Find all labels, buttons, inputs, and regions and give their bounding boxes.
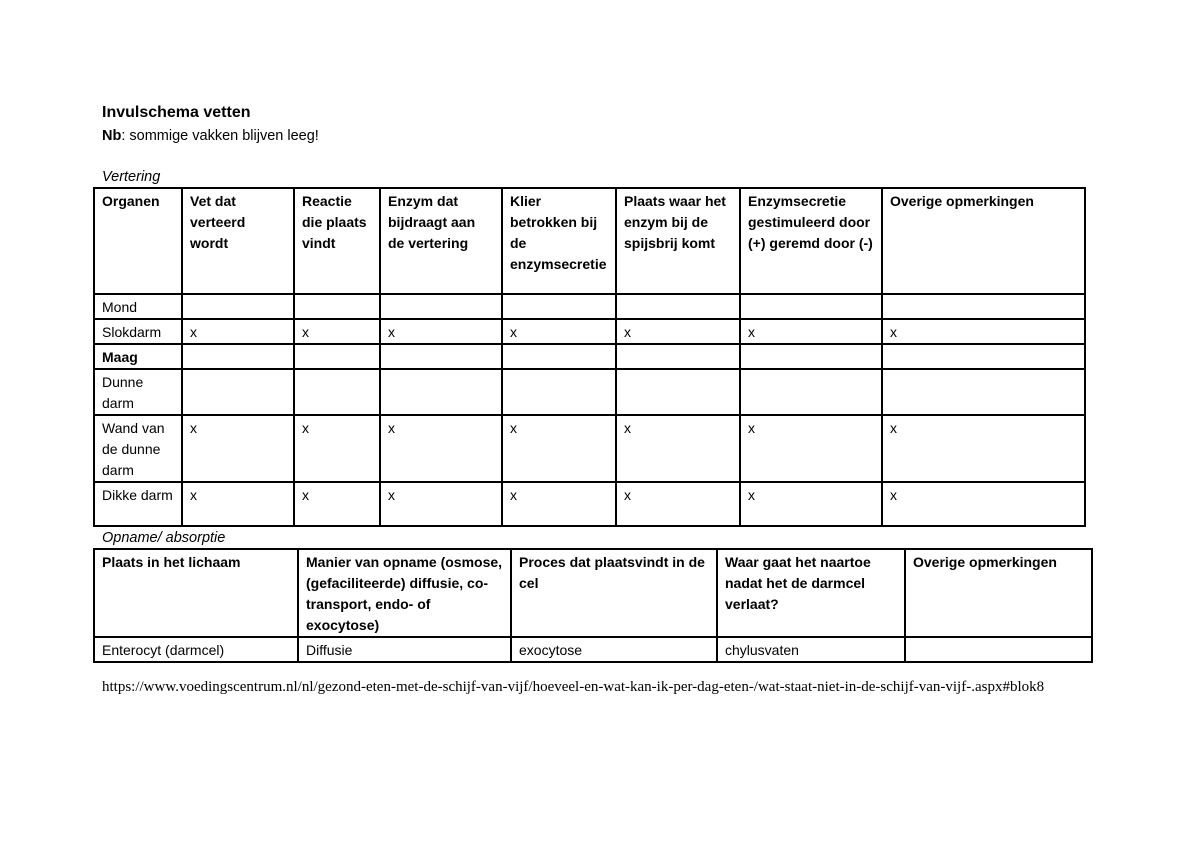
table-cell: x [882,415,1085,482]
vertering-table [93,187,1086,527]
opname-table [93,548,1093,663]
table-cell: x [616,482,740,526]
table-cell: x [616,319,740,344]
table-row [94,369,1085,415]
col-header-plaats-lichaam: Plaats in het lichaam [94,549,298,637]
document-title: Invulschema vetten [102,104,251,121]
note-text: : sommige vakken blijven leeg! [121,128,319,144]
table-row [94,637,1092,662]
organ-cell: Dunne darm [94,369,182,415]
col-header-overige: Overige opmerkingen [882,188,1085,294]
table-cell [294,369,380,415]
table-cell [182,344,294,369]
organ-cell: Maag [94,344,182,369]
organ-cell: Mond [94,294,182,319]
table-cell: x [502,415,616,482]
vertering-header-row [94,188,1085,294]
table-cell: Enterocyt (darmcel) [94,637,298,662]
col-header-plaats: Plaats waar het enzym bij de spijsbrij komt [616,188,740,294]
table-cell [882,294,1085,319]
table-cell: x [740,319,882,344]
table-cell: x [182,482,294,526]
table-cell [740,344,882,369]
table-cell [882,344,1085,369]
table-row [94,344,1085,369]
table-cell: x [502,319,616,344]
table-cell: x [502,482,616,526]
table-cell [616,344,740,369]
table-cell [882,369,1085,415]
col-header-organen: Organen [94,188,182,294]
organ-cell: Dikke darm [94,482,182,526]
table-cell: x [294,415,380,482]
note-prefix: Nb [102,128,122,144]
table-cell: Diffusie [298,637,511,662]
table-cell [616,369,740,415]
table-cell [380,344,502,369]
table-cell: x [294,319,380,344]
table-cell [740,369,882,415]
col-header-vet: Vet dat verteerd wordt [182,188,294,294]
col-header-enzymsecretie: Enzymsecretie gestimuleerd door (+) geremd door (-) [740,188,882,294]
table-cell [502,369,616,415]
table-cell: exocytose [511,637,717,662]
table-cell [740,294,882,319]
table-cell: x [182,319,294,344]
opname-header-row [94,549,1092,637]
table-cell: x [182,415,294,482]
table-cell [380,294,502,319]
col-header-manier: Manier van opname (osmose, (gefaciliteerde) diffusie, co-transport, endo- of exocytose) [298,549,511,637]
section-label-vertering: Vertering [102,169,161,185]
table-cell: x [380,319,502,344]
table-row [94,319,1085,344]
col-header-reactie: Reactie die plaats vindt [294,188,380,294]
table-cell: x [740,482,882,526]
table-cell: chylusvaten [717,637,905,662]
table-cell [502,344,616,369]
col-header-overige: Overige opmerkingen [905,549,1092,637]
table-cell [380,369,502,415]
section-label-opname: Opname/ absorptie [102,530,226,546]
table-cell [616,294,740,319]
table-cell: x [882,319,1085,344]
table-cell: x [380,482,502,526]
col-header-waar: Waar gaat het naartoe nadat het de darmcel verlaat? [717,549,905,637]
note-line [102,128,319,144]
table-cell [294,294,380,319]
table-row [94,482,1085,526]
organ-cell: Slokdarm [94,319,182,344]
col-header-enzym: Enzym dat bijdraagt aan de vertering [380,188,502,294]
col-header-klier: Klier betrokken bij de enzymsecretie [502,188,616,294]
table-cell [182,369,294,415]
table-row [94,294,1085,319]
table-row [94,415,1085,482]
source-link[interactable]: https://www.voedingscentrum.nl/nl/gezond-eten-met-de-schijf-van-vijf/hoeveel-en-wat-kan-ik-per-dag-eten-/wat-staat-niet-in-de-schijf-van-vijf-.aspx#blok8 [102,679,1045,695]
col-header-proces: Proces dat plaatsvindt in de cel [511,549,717,637]
table-cell: x [294,482,380,526]
table-cell [182,294,294,319]
table-cell: x [616,415,740,482]
table-cell [294,344,380,369]
table-cell: x [882,482,1085,526]
organ-cell: Wand van de dunne darm [94,415,182,482]
table-cell: x [740,415,882,482]
table-cell [905,637,1092,662]
table-cell: x [380,415,502,482]
table-cell [502,294,616,319]
